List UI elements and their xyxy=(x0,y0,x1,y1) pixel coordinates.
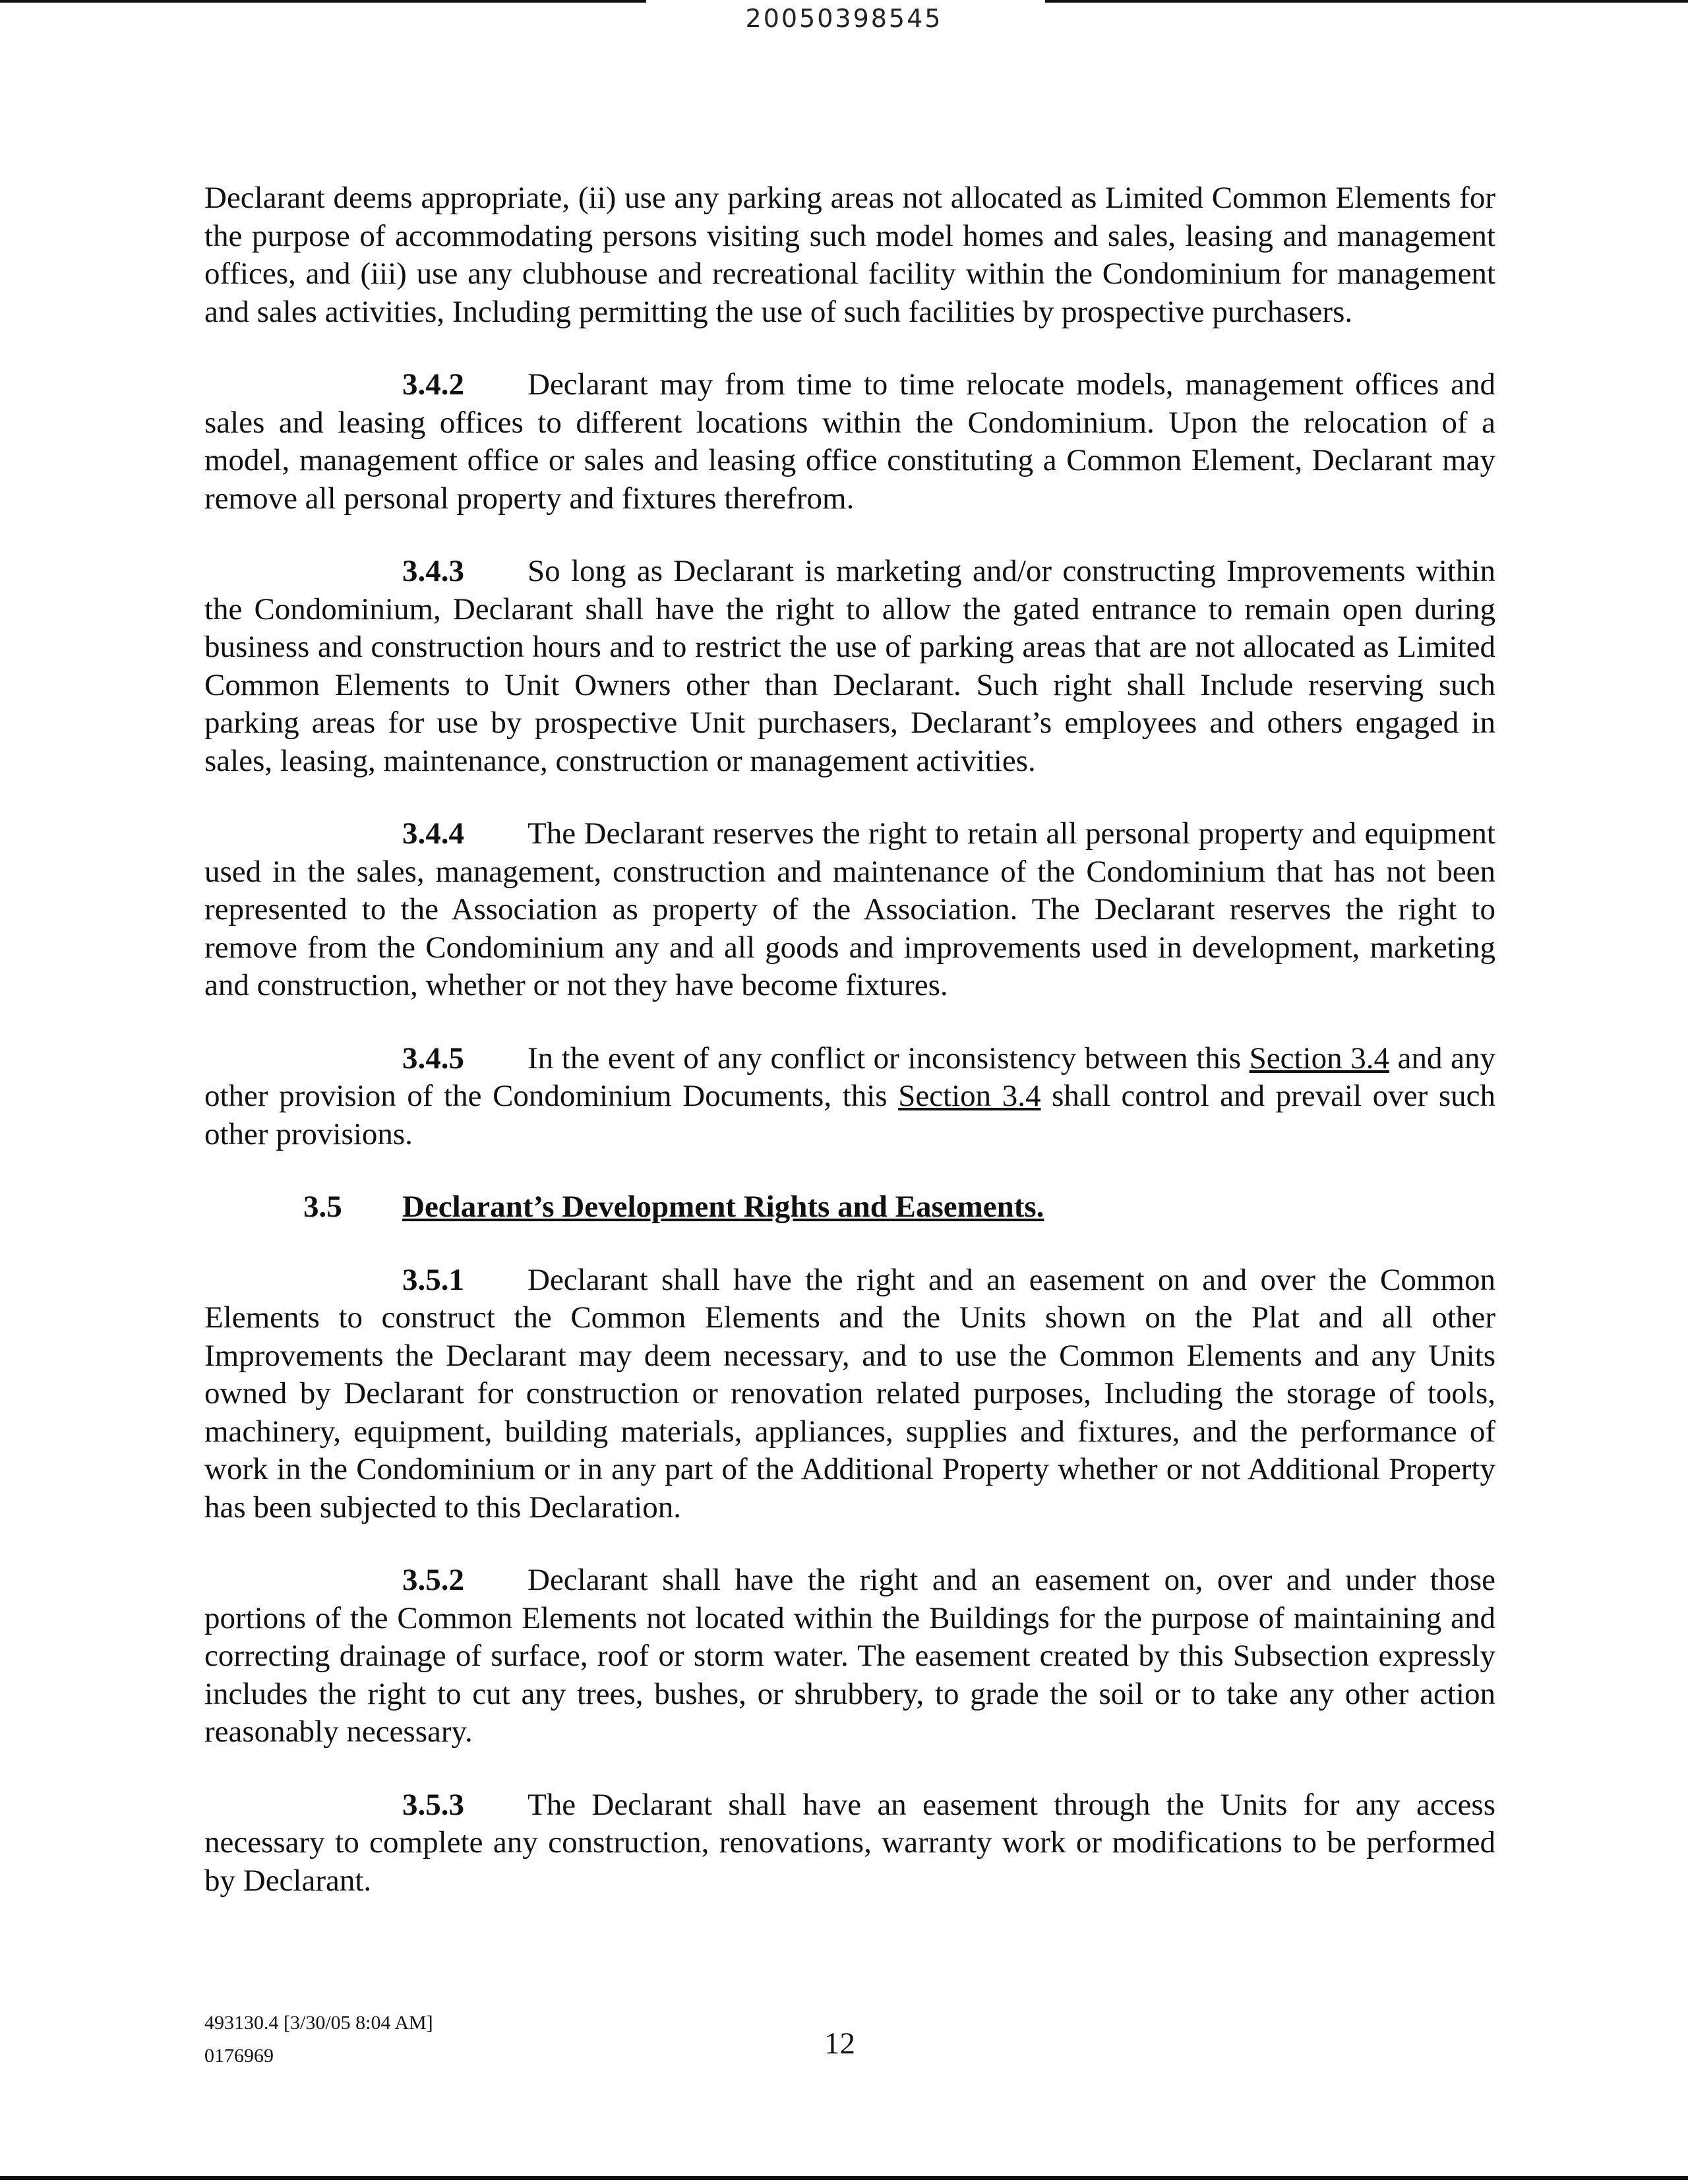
section-3-4-3 xyxy=(204,553,1495,780)
bottom-rule xyxy=(0,2176,1688,2180)
section-3-4-4 xyxy=(204,815,1495,1005)
section-number: 3.5.1 xyxy=(402,1262,464,1297)
section-text: Declarant shall have the right and an easement on and over the Common Elements to construct the Common Elements and the Units shown on the Plat and all other Improvements the Declarant may deem necessary, and to use the Common Elements and any Units owned by Declarant for construction or renovation related purposes, Including the storage of tools, machinery, equipment, building materials, appliances, supplies and fixtures, and the performance of work in the Condominium or in any part of the Additional Property whether or not Additional Property has been subjected to this Declaration. xyxy=(204,1262,1495,1525)
section-number: 3.5.2 xyxy=(402,1563,464,1597)
section-text-c: shall control and prevail over such other provisions. xyxy=(204,1079,1496,1151)
section-number: 3.4.3 xyxy=(402,554,464,588)
footer-client-number: 0176969 xyxy=(204,2045,274,2067)
top-rule-right xyxy=(1045,0,1688,3)
section-text-a: In the event of any conflict or inconsistency between this xyxy=(528,1041,1242,1076)
document-body xyxy=(204,179,1495,1900)
recording-number: 20050398545 xyxy=(745,4,943,33)
section-3-4-2 xyxy=(204,366,1495,518)
footer-identifiers xyxy=(204,2007,433,2073)
top-rule-left xyxy=(0,0,646,3)
section-text: Declarant shall have the right and an easement on, over and under those portions of the Common Elements not located within the Buildings for the purpose of maintaining and correcting drainage of surface, roof or storm water. The easement created by this Subsection expressly includes the right to cut any trees, bushes, or shrubbery, to grade the soil or to take any other action reasonably necessary. xyxy=(204,1563,1495,1749)
heading-number: 3.5 xyxy=(303,1190,342,1224)
section-text: The Declarant reserves the right to retain all personal property and equipment used in the sales, management, construction and maintenance of the Condominium that has not been represented to the Association as property of the Association. The Declarant reserves the right to remove from the Condominium any and all goods and improvements used in development, marketing and construction, whether or not they have become fixtures. xyxy=(204,816,1495,1002)
intro-paragraph: Declarant deems appropriate, (ii) use any parking areas not allocated as Limited Common Elements for the purpose of accommodating persons visiting such model homes and sales, leasing and management offices, and (iii) use any clubhouse and recreational facility within the Condominium for management and sales activities, Including permitting the use of such facilities by prospective purchasers. xyxy=(204,181,1495,329)
section-reference: Section 3.4 xyxy=(1249,1041,1390,1076)
section-3-5-1 xyxy=(204,1261,1495,1527)
section-text: So long as Declarant is marketing and/or constructing Improvements within the Condominium, Declarant shall have the right to allow the gated entrance to remain open during business and construction hours and to restrict the use of parking areas that are not allocated as Limited Common Elements to Unit Owners other than Declarant. Such right shall Include reserving such parking areas for use by prospective Unit purchasers, Declarant’s employees and others engaged in sales, leasing, maintenance, construction or management activities. xyxy=(204,554,1495,778)
section-text: The Declarant shall have an easement through the Units for any access necessary to complete any construction, renovations, warranty work or modifications to be performed by Declarant. xyxy=(204,1787,1495,1898)
section-reference: Section 3.4 xyxy=(898,1079,1041,1113)
section-text-b: and any other provision of the Condominium Documents, this xyxy=(204,1041,1496,1113)
section-number: 3.5.3 xyxy=(402,1787,464,1822)
heading-title: Declarant’s Development Rights and Easements. xyxy=(402,1190,1044,1224)
footer-doc-id: 493130.4 [3/30/05 8:04 AM] xyxy=(204,2012,433,2034)
section-number: 3.4.5 xyxy=(402,1041,464,1076)
section-text: Declarant may from time to time relocate models, management offices and sales and leasing offices to different locations within the Condominium. Upon the relocation of a model, management office or sales and leasing office constituting a Common Element, Declarant may remove all personal property and fixtures therefrom. xyxy=(204,367,1495,516)
section-3-5-heading xyxy=(204,1188,1495,1227)
section-3-5-3 xyxy=(204,1786,1495,1900)
section-3-5-2 xyxy=(204,1562,1495,1751)
section-3-4-5 xyxy=(204,1040,1495,1154)
section-number: 3.4.2 xyxy=(402,367,464,402)
page-number: 12 xyxy=(824,2026,855,2061)
section-number: 3.4.4 xyxy=(402,816,464,851)
